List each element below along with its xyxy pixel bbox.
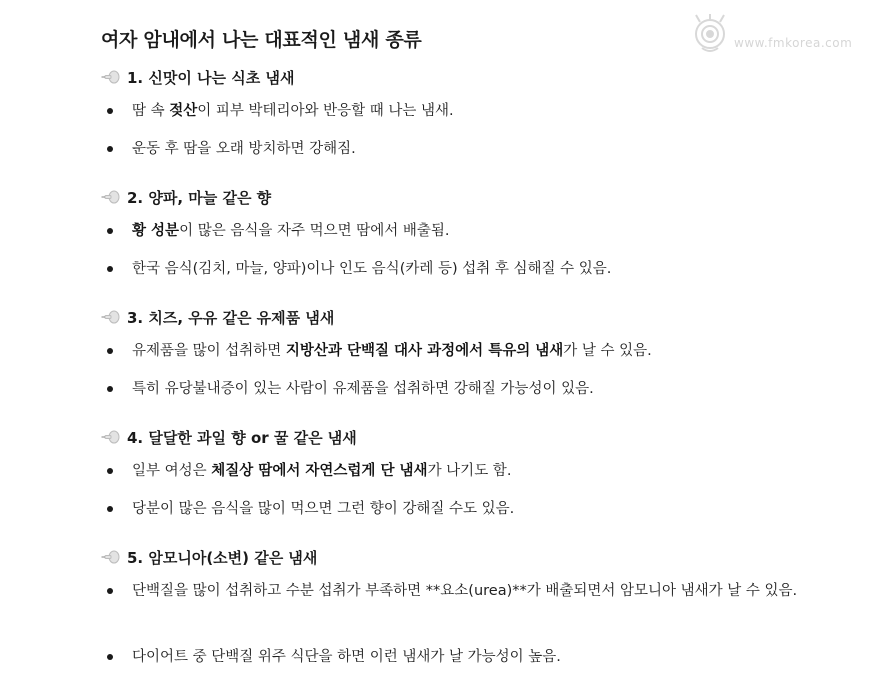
bullet-text: 유제품을 많이 섭취하면 — [132, 343, 286, 359]
watermark — [690, 12, 865, 62]
bullet-icon — [107, 386, 113, 392]
page-title: 여자 암내에서 나는 대표적인 냄새 종류 — [101, 29, 422, 51]
pushpin-icon — [101, 189, 121, 205]
section-heading-text: 3. 치즈, 우유 같은 유제품 냄새 — [127, 308, 335, 327]
fmkorea-mascot-icon — [690, 12, 730, 58]
section-heading — [101, 547, 317, 567]
bullet-text: 한국 음식(김치, 마늘, 양파)이나 인도 음식(카레 등) 섭취 후 심해질 수 있음. — [132, 261, 612, 277]
bullet-bold-text: 황 성분 — [132, 223, 180, 239]
bullet-icon — [107, 228, 113, 234]
pushpin-icon — [101, 309, 121, 325]
bullet-icon — [107, 146, 113, 152]
bullet-icon — [107, 468, 113, 474]
section-heading-text: 4. 달달한 과일 향 or 꿀 같은 냄새 — [127, 428, 357, 447]
bullet-text: 다이어트 중 단백질 위주 식단을 하면 이런 냄새가 날 가능성이 높음. — [132, 649, 561, 665]
section-heading — [101, 427, 357, 447]
bullet-bold-text: 젖산 — [169, 103, 198, 119]
bullet-icon — [107, 588, 113, 594]
bullet-icon — [107, 108, 113, 114]
list-item — [107, 375, 807, 403]
section-heading-text: 2. 양파, 마늘 같은 향 — [127, 188, 272, 207]
section-heading — [101, 187, 271, 207]
list-item — [107, 643, 807, 671]
bullet-text: 단백질을 많이 섭취하고 수분 섭취가 부족하면 **요소(urea)**가 배출되면서 암모니아 냄새가 날 수 있음. — [132, 583, 798, 599]
bullet-text: 당분이 많은 음식을 많이 먹으면 그런 향이 강해질 수도 있음. — [132, 501, 515, 517]
watermark-text: www.fmkorea.com — [734, 36, 853, 50]
bullet-icon — [107, 266, 113, 272]
section-heading-text: 1. 신맛이 나는 식초 냄새 — [127, 68, 295, 87]
section-heading-text: 5. 암모니아(소변) 같은 냄새 — [127, 548, 318, 567]
bullet-text: 일부 여성은 — [132, 463, 212, 479]
list-item — [107, 495, 807, 523]
list-item — [107, 457, 807, 485]
bullet-text: 운동 후 땀을 오래 방치하면 강해짐. — [132, 141, 356, 157]
bullet-text: 가 나기도 함. — [427, 463, 512, 479]
list-item — [107, 577, 807, 605]
bullet-text: 특히 유당불내증이 있는 사람이 유제품을 섭취하면 강해질 가능성이 있음. — [132, 381, 594, 397]
bullet-icon — [107, 654, 113, 660]
list-item — [107, 255, 807, 283]
section-heading — [101, 67, 294, 87]
bullet-bold-text: 지방산과 단백질 대사 과정에서 특유의 냄새 — [285, 343, 564, 359]
pushpin-icon — [101, 549, 121, 565]
bullet-text: 이 많은 음식을 자주 먹으면 땀에서 배출됨. — [179, 223, 450, 239]
list-item — [107, 217, 807, 245]
pushpin-icon — [101, 69, 121, 85]
section-heading — [101, 307, 334, 327]
bullet-text: 땀 속 — [132, 103, 170, 119]
list-item — [107, 97, 807, 125]
bullet-icon — [107, 348, 113, 354]
pushpin-icon — [101, 429, 121, 445]
bullet-text: 이 피부 박테리아와 반응할 때 나는 냄새. — [197, 103, 454, 119]
bullet-text: 가 날 수 있음. — [563, 343, 652, 359]
list-item — [107, 135, 807, 163]
bullet-bold-text: 체질상 땀에서 자연스럽게 단 냄새 — [211, 463, 428, 479]
list-item — [107, 337, 807, 365]
bullet-icon — [107, 506, 113, 512]
